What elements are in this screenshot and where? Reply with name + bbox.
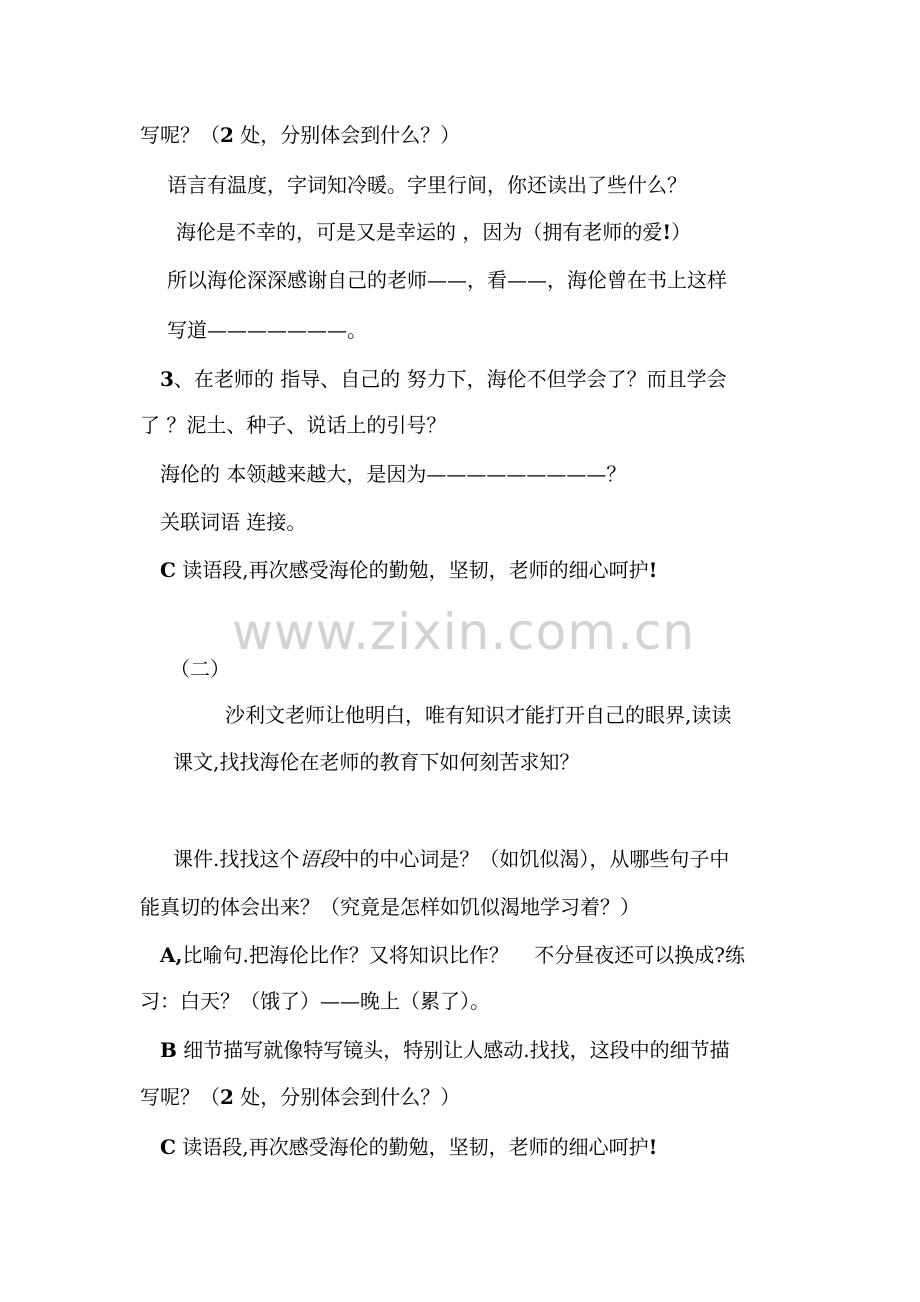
text-line	[160, 365, 727, 393]
text-span: !	[648, 558, 658, 582]
text-line	[176, 218, 691, 246]
text-line: 语言有温度，字词知冷暖。字里行间，你还读出了些什么？	[167, 173, 687, 197]
text-span: 读语段,再次感受海伦的勤勉，坚韧，老师的细心呵护	[175, 1135, 649, 1159]
text-span: 处，分别体会到什么？）	[233, 123, 461, 147]
text-span: 2	[220, 1085, 234, 1109]
text-line: 课文,找找海伦在老师的教育下如何刻苦求知？	[173, 750, 580, 774]
text-span: B	[160, 1038, 177, 1062]
text-span: 中的中心词是？（如饥似渴），从哪些句子中	[339, 847, 730, 871]
text-span: !	[648, 1135, 658, 1159]
text-span: 写呢？（	[140, 123, 220, 147]
text-line	[140, 1083, 460, 1111]
section-heading: （二）	[170, 657, 230, 681]
text-span: 课件.找找这个	[173, 847, 300, 871]
watermark: www.zixin.com.cn	[232, 603, 696, 661]
text-line	[173, 845, 729, 873]
text-span: 海伦是不幸的，可是又是幸运的 ，因为（拥有老师的爱	[176, 220, 663, 244]
text-span: !	[662, 220, 672, 244]
text-span: ）	[671, 220, 692, 244]
text-line: 所以海伦深深感谢自己的老师——，看——，海伦曾在书上这样	[167, 268, 727, 292]
text-line	[160, 1036, 730, 1064]
text-span: A,	[160, 943, 183, 967]
text-line	[160, 556, 657, 584]
text-span: 细节描写就像特写镜头，特别让人感动.找找，这段中的细节描	[176, 1038, 730, 1062]
text-span: 读语段,再次感受海伦的勤勉，坚韧，老师的细心呵护	[175, 558, 649, 582]
text-line: 习：白天？（饿了）——晚上（累了）。	[140, 989, 490, 1013]
text-span: 2	[220, 123, 234, 147]
text-span: 、在老师的 指导、自己的 努力下，海伦不但学会了？而且学会	[173, 367, 727, 391]
text-line	[160, 941, 745, 969]
text-span: 处，分别体会到什么？）	[233, 1085, 461, 1109]
text-line: 能真切的体会出来？（究竟是怎样如饥似渴地学习着？）	[140, 895, 640, 919]
text-span: 比喻句.把海伦比作？又将知识比作？ 不分昼夜还可以换成?练	[182, 943, 745, 967]
text-line: 海伦的 本领越来越大，是因为—————————？	[160, 462, 627, 486]
text-span: 写呢？（	[140, 1085, 220, 1109]
text-line: 关联词语 连接。	[160, 510, 307, 534]
text-span: C	[160, 1135, 176, 1159]
text-span: 语段	[299, 847, 340, 871]
text-span: 3	[160, 367, 174, 391]
text-line: 了 ？泥土、种子、说话上的引号？	[140, 413, 447, 437]
text-line: 写道———————。	[167, 318, 367, 342]
text-span: C	[160, 558, 176, 582]
text-line	[160, 1133, 657, 1161]
text-line: 沙利文老师让他明白，唯有知识才能打开自己的眼界,读读	[225, 703, 732, 727]
text-line	[140, 121, 460, 149]
